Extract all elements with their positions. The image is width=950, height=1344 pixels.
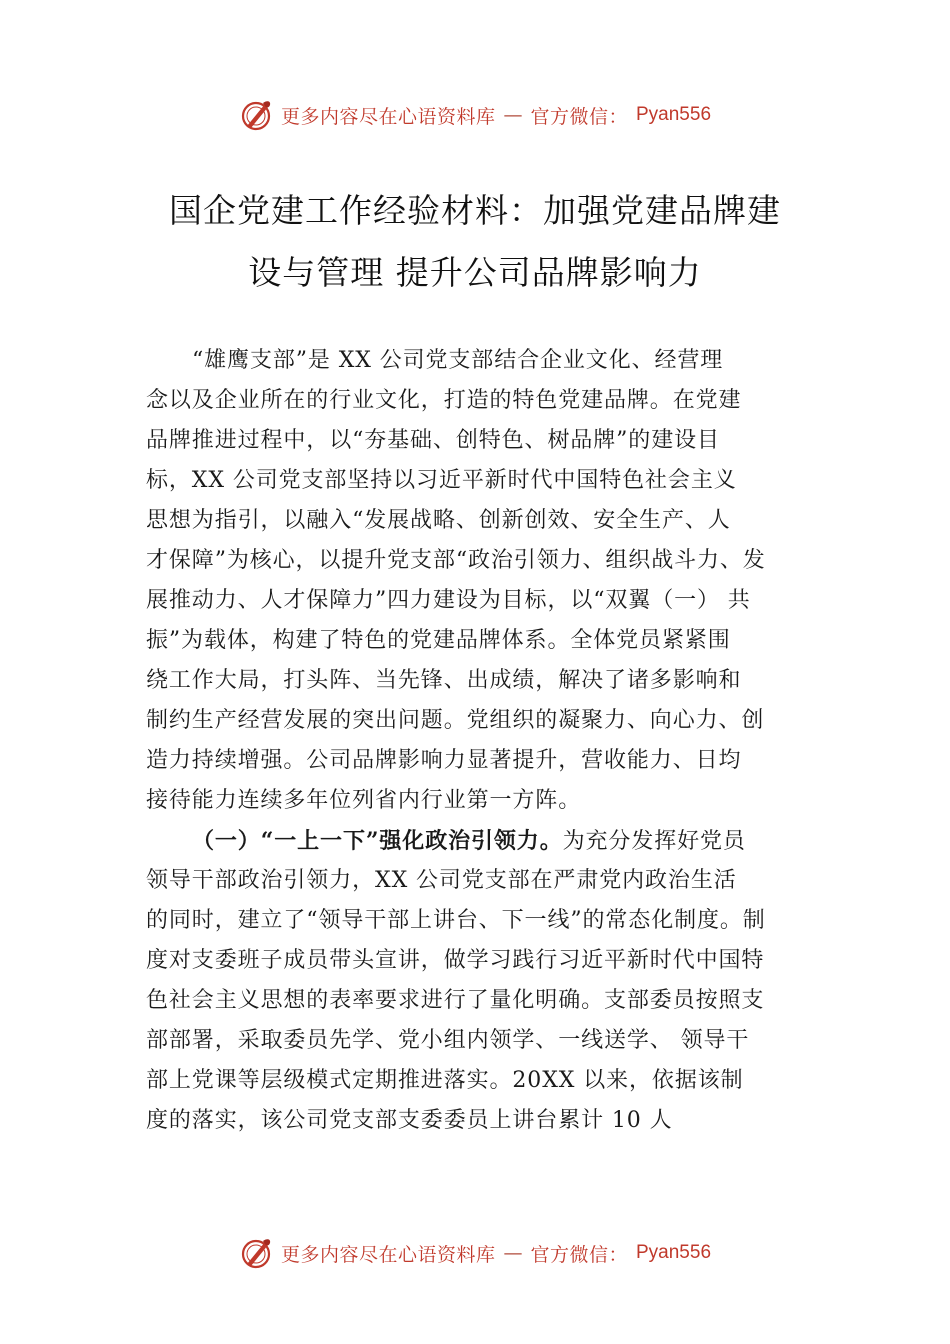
watermark-handle: Pyan556 [636,104,712,125]
quill-seal-logo-icon [239,98,273,132]
paragraph-line: 色社会主义思想的表率要求进行了量化明确。支部委员按照支 [146,988,765,1013]
paragraph-line: 造力持续增强。公司品牌影响力显著提升，营收能力、日均 [146,748,742,773]
paragraph-line: 念以及企业所在的行业文化，打造的特色党建品牌。在党建 [146,388,742,413]
footer-watermark-banner [0,1233,950,1273]
section-heading-line [146,821,818,861]
paragraph-line-rest: 为充分发挥好党员 [562,829,746,854]
paragraph-line: 品牌推进过程中，以“夯基础、创特色、树品牌”的建设目 [146,428,720,453]
paragraph-line: 部上党课等层级模式定期推进落实。20XX 以来，依据该制 [146,1068,744,1093]
paragraph-line: 的同时，建立了“领导干部上讲台、下一线”的常态化制度。制 [146,908,766,933]
paragraph-line: 振”为载体，构建了特色的党建品牌体系。全体党员紧紧围 [146,628,731,653]
paragraph-line: 标，XX 公司党支部坚持以习近平新时代中国特色社会主义 [146,468,737,493]
document-body [146,341,818,1141]
watermark-label: 官方微信： [530,105,628,128]
header-watermark-banner [0,95,950,135]
paragraph-line: 制约生产经营发展的突出问题。党组织的凝聚力、向心力、创 [146,708,765,733]
paragraph-line: 部部署，采取委员先学、党小组内领学、一线送学、 领导干 [146,1028,750,1053]
watermark-separator: — [503,1242,523,1264]
document-title [0,180,950,304]
watermark-separator: — [503,104,523,126]
watermark-handle: Pyan556 [636,1242,712,1263]
watermark-text: 更多内容尽在心语资料库 [280,105,496,128]
paragraph-line: 接待能力连续多年位列省内行业第一方阵。 [146,788,582,813]
paragraph-line: 绕工作大局，打头阵、当先锋、出成绩，解决了诸多影响和 [146,668,742,693]
watermark-text: 更多内容尽在心语资料库 [280,1243,496,1266]
paragraph-line: 展推动力、人才保障力”四力建设为目标，以“双翼（一） 共 [146,588,751,613]
watermark-label: 官方微信： [530,1243,628,1266]
paragraph-line: 思想为指引，以融入“发展战略、创新创效、安全生产、人 [146,508,731,533]
title-line-2: 设与管理 提升公司品牌影响力 [248,253,702,292]
paragraph-line: 度对支委班子成员带头宣讲，做学习践行习近平新时代中国特 [146,948,765,973]
paragraph-line: 才保障”为核心，以提升党支部“政治引领力、组织战斗力、发 [146,548,766,573]
section-heading: （一）“一上一下”强化政治引领力。 [192,828,563,854]
quill-seal-logo-icon [239,1236,273,1270]
title-line-1: 国企党建工作经验材料：加强党建品牌建 [169,191,781,230]
paragraph-line: 度的落实，该公司党支部支委委员上讲台累计 10 人 [146,1108,673,1133]
paragraph-line: “雄鹰支部”是 XX 公司党支部结合企业文化、经营理 [192,348,724,373]
paragraph-line: 领导干部政治引领力，XX 公司党支部在严肃党内政治生活 [146,868,737,893]
